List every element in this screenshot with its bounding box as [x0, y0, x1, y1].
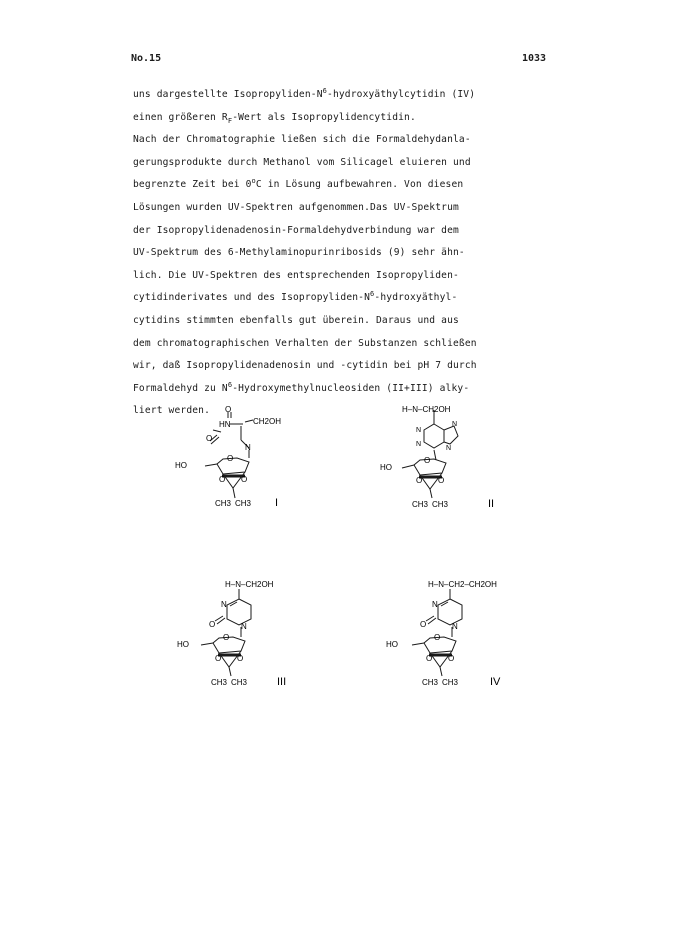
- structure-label: IV: [490, 676, 501, 688]
- structure-label: I: [275, 497, 279, 509]
- acetal-oxygen: O: [241, 475, 248, 484]
- ring-nitrogen: N: [416, 441, 422, 448]
- ring-nitrogen: N: [452, 622, 458, 631]
- structure-II: [380, 402, 550, 537]
- ring-nitrogen: N: [432, 600, 438, 609]
- text-line: begrenzte Zeit bei 0$^o$C in Lösung aufbewahren. Von diesen: [133, 177, 464, 191]
- structure-IV-drawing: [380, 575, 550, 710]
- ring-nitrogen: N: [416, 427, 422, 434]
- text-line: einen größeren $R_F$-Wert als Isopropylidencytidin.: [133, 111, 416, 125]
- methyl-label: CH3: [442, 678, 459, 687]
- journal-issue-number: No.15: [131, 53, 162, 64]
- text-line: uns dargestellte Isopropyliden-$N^6$-hydroxyäthylcytidin (IV): [133, 86, 476, 100]
- methyl-label: CH3: [211, 678, 228, 687]
- methyl-label: CH3: [235, 499, 252, 508]
- text-line: Formaldehyd zu $N^6$-Hydroxymethylnucleosiden (II+III) alky-: [133, 380, 470, 394]
- hydroxyl-label: HO: [386, 640, 398, 649]
- text-line: UV-Spektrum des 6-Methylaminopurinribosids (9) sehr ähn-: [133, 247, 465, 259]
- text-line: liert werden.: [133, 405, 211, 417]
- acetal-oxygen: O: [219, 475, 226, 484]
- ribose-oxygen: O: [223, 633, 230, 642]
- methyl-label: CH3: [432, 500, 449, 509]
- text-line: Nach der Chromatographie ließen sich die Formaldehydanla-: [133, 134, 471, 146]
- ring-nitrogen: N: [446, 445, 452, 452]
- text-line: gerungsprodukte durch Methanol vom Silicagel eluieren und: [133, 156, 471, 168]
- substituent-label: H–N–CH2–CH2OH: [428, 580, 497, 589]
- substituent-label: H–N–CH2OH: [402, 405, 451, 414]
- substituent-label: H–N–CH2OH: [225, 580, 274, 589]
- structure-I-drawing: [175, 392, 335, 532]
- ribose-oxygen: O: [227, 454, 234, 463]
- text-line: cytidins stimmten ebenfalls gut überein. Daraus und aus: [133, 314, 459, 326]
- ribose-oxygen: O: [434, 633, 441, 642]
- text-line: lich. Die UV-Spektren des entsprechenden Isopropyliden-: [133, 269, 459, 281]
- acetal-oxygen: O: [416, 476, 423, 485]
- ring-oxygen: O: [209, 620, 216, 629]
- ribose-oxygen: O: [424, 456, 431, 465]
- methyl-label: CH3: [215, 499, 232, 508]
- hydroxyl-label: HO: [380, 463, 392, 472]
- methyl-label: CH3: [231, 678, 248, 687]
- structure-IV: [380, 575, 550, 710]
- ring-nitrogen: N: [221, 600, 227, 609]
- text-line: cytidinderivates und des Isopropyliden-$N^6-hydroxyäthyl-$: [133, 290, 458, 304]
- text-line: der Isopropylidenadenosin-Formaldehydverbindung war dem: [133, 224, 459, 236]
- structure-I: [175, 392, 335, 532]
- ring-nitrogen: N: [245, 443, 251, 452]
- acetal-oxygen: O: [438, 476, 445, 485]
- methyl-label: CH3: [422, 678, 439, 687]
- structure-II-drawing: [380, 402, 550, 537]
- text-line: dem chromatographischen Verhalten der Substanzen schließen: [133, 337, 477, 349]
- acetal-oxygen: O: [215, 654, 222, 663]
- ring-oxygen: O: [206, 434, 213, 443]
- structure-label: III: [277, 676, 287, 688]
- structure-III: [175, 575, 340, 710]
- hydroxyl-label: HO: [177, 640, 189, 649]
- acetal-oxygen: O: [448, 654, 455, 663]
- substituent-label: CH2OH: [253, 417, 282, 426]
- acetal-oxygen: O: [237, 654, 244, 663]
- ring-oxygen: O: [420, 620, 427, 629]
- ring-nitrogen: N: [452, 421, 458, 428]
- text-line: wir, daß Isopropylidenadenosin und -cytidin bei pH 7 durch: [133, 360, 477, 372]
- structure-III-drawing: [175, 575, 340, 710]
- page-number: 1033: [522, 53, 547, 64]
- hydroxyl-label: HO: [175, 461, 187, 470]
- acetal-oxygen: O: [426, 654, 433, 663]
- ring-nitrogen: N: [241, 622, 247, 631]
- body-paragraph: [133, 84, 553, 423]
- structure-label: II: [488, 498, 495, 510]
- methyl-label: CH3: [412, 500, 429, 509]
- hn-label: HN: [219, 420, 231, 429]
- carbonyl-oxygen: O: [225, 405, 232, 414]
- text-line: Lösungen wurden UV-Spektren aufgenommen.Das UV-Spektrum: [133, 201, 459, 213]
